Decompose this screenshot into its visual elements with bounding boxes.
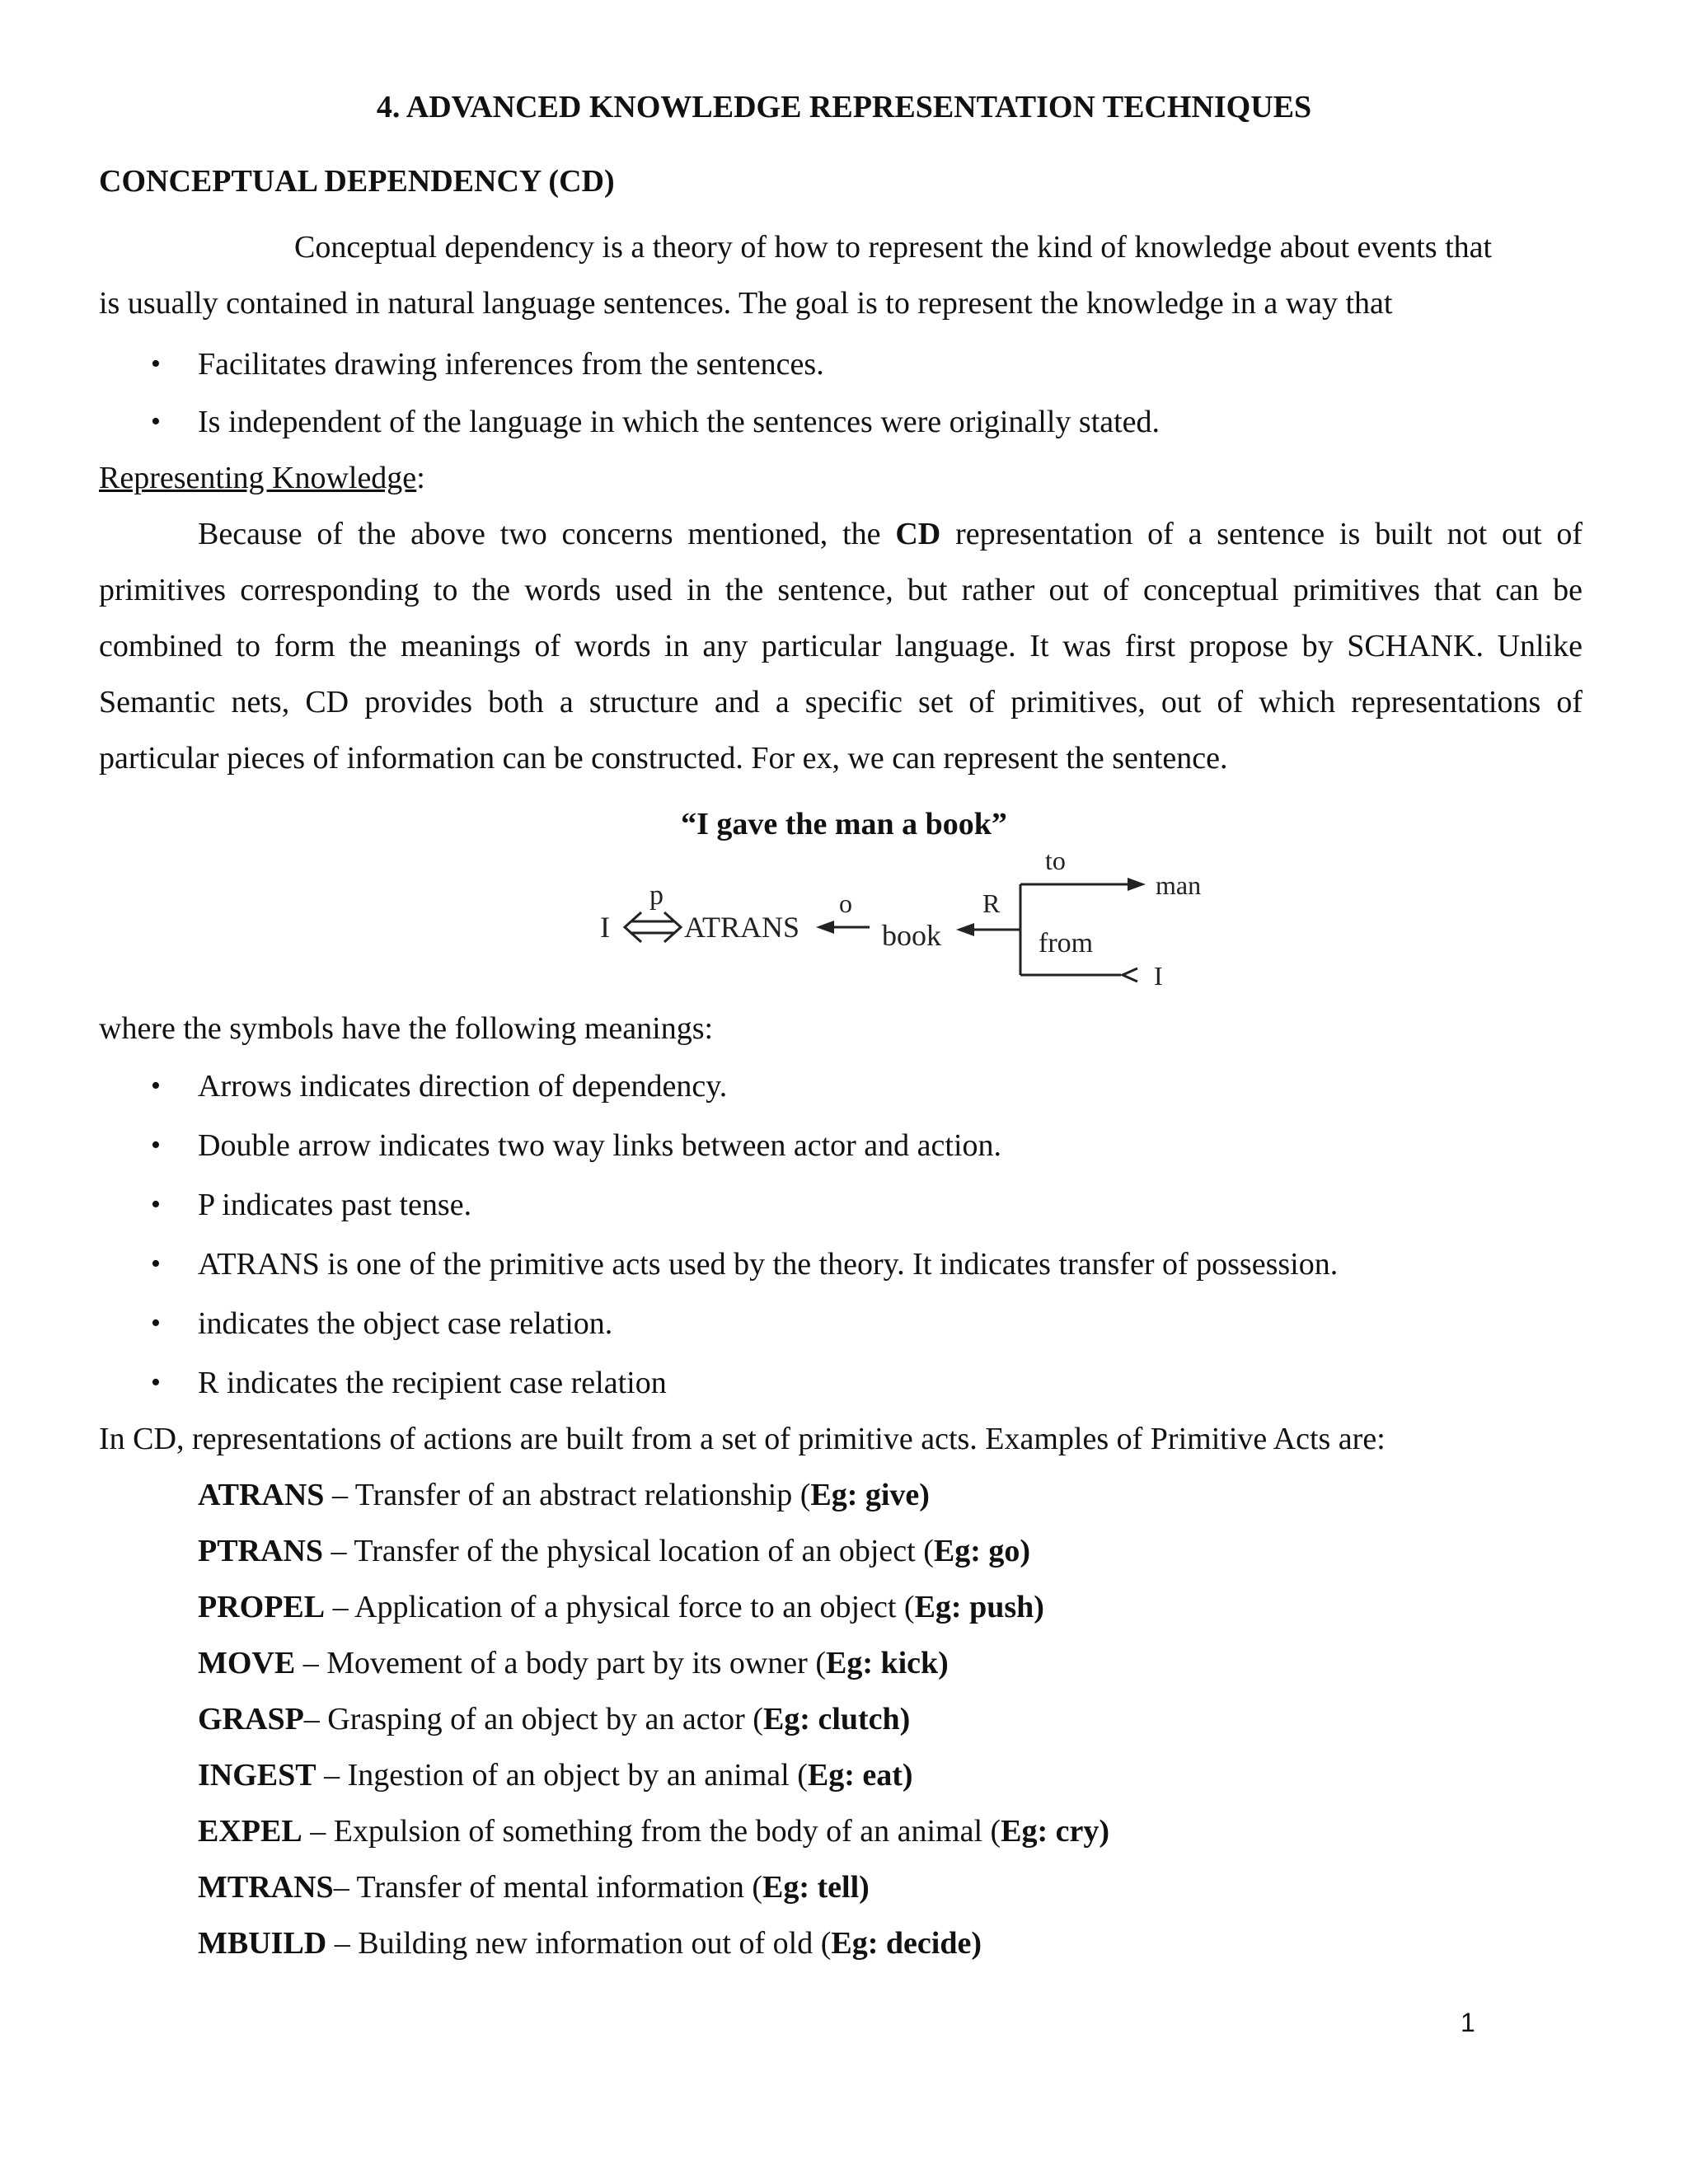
para-line-2: primitives corresponding to the words used in the sentence, but rather out of conceptual primitives that can be [99,573,1582,607]
para-line-1 [198,514,1582,555]
act-example: Eg: kick) [825,1646,949,1680]
meaning-item: P indicates past tense. [198,1188,472,1222]
act-example: Eg: tell) [762,1870,870,1905]
act-sep: – [324,1478,355,1512]
section-heading: CONCEPTUAL DEPENDENCY (CD) [99,164,615,199]
act-desc: Transfer of an abstract relationship ( [354,1478,811,1512]
diagram-object-rel: o [839,888,852,918]
primitive-act [198,1868,870,1908]
page-number: 1 [1461,2008,1475,2037]
act-name: INGEST [198,1758,316,1793]
act-example: Eg: clutch) [762,1702,911,1736]
recipient-arrow-icon [956,923,1020,936]
primitive-act [198,1811,1109,1852]
goal-item: Is independent of the language in which the sentences were originally stated. [198,405,1160,439]
act-desc: Grasping of an object by an actor ( [327,1702,763,1736]
bullet-dot: • [151,349,161,379]
meaning-item: R indicates the recipient case relation [198,1366,667,1400]
act-example: Eg: cry) [1001,1814,1110,1849]
act-sep: – [295,1646,327,1680]
subsection-label-text: Representing Knowledge [99,461,417,495]
act-name: EXPEL [198,1814,302,1849]
double-arrow-icon [625,912,681,942]
act-example: Eg: go) [933,1534,1031,1568]
bullet-dot: • [151,406,161,437]
primitive-act [198,1587,1044,1628]
primitive-act [198,1699,910,1740]
para-line-4: Semantic nets, CD provides both a structure and a specific set of primitives, out of which representations of [99,685,1582,719]
act-name: PROPEL [198,1590,326,1624]
act-sep: – [333,1870,357,1905]
act-name: PTRANS [198,1534,324,1568]
meaning-item: indicates the object case relation. [198,1306,613,1341]
diagram-object: book [882,919,941,952]
act-sep: – [326,1926,359,1961]
act-name: MBUILD [198,1926,327,1961]
act-name: GRASP [198,1702,304,1736]
bullet-dot: • [151,1367,161,1398]
act-sep: – [325,1590,355,1624]
primitive-act [198,1643,949,1684]
page-title: 4. ADVANCED KNOWLEDGE REPRESENTATION TECHNIQUES [376,90,1312,124]
subsection-colon: : [416,461,425,495]
primitive-act [198,1755,913,1796]
subsection-label [99,458,425,499]
act-name: MOVE [198,1646,296,1680]
act-example: Eg: push) [914,1590,1044,1624]
bullet-dot: • [151,1189,161,1220]
diagram-recipient-rel: R [982,888,1001,918]
act-desc: Building new information out of old ( [358,1926,832,1961]
meanings-intro: where the symbols have the following meanings: [99,1011,714,1046]
para-line-3: combined to form the meanings of words in any particular language. It was first propose by SCHANK. Unlike [99,629,1582,663]
example-sentence: “I gave the man a book” [681,807,1007,841]
diagram-to-label: to [1045,846,1066,875]
act-example: Eg: decide) [831,1926,982,1961]
meaning-item: Arrows indicates direction of dependency. [198,1069,728,1104]
goal-item: Facilitates drawing inferences from the sentences. [198,347,824,382]
diagram-tense: p [649,880,663,911]
intro-line-2: is usually contained in natural language sentences. The goal is to represent the knowledge in a way that [99,286,1393,321]
act-sep: – [302,1814,334,1849]
primitive-act [198,1924,982,1964]
act-desc: Ingestion of an object by an animal ( [347,1758,808,1793]
object-arrow-icon [816,921,870,934]
act-example: Eg: give) [810,1478,930,1512]
act-sep: – [323,1534,354,1568]
diagram-act: ATRANS [684,911,800,944]
bullet-dot: • [151,1249,161,1279]
diagram-to-target: man [1156,870,1202,900]
act-name: ATRANS [198,1478,325,1512]
act-desc: Application of a physical force to an object ( [354,1590,915,1624]
act-desc: Transfer of mental information ( [356,1870,762,1905]
primitive-act [198,1531,1030,1572]
cd-term: CD [895,517,941,551]
para-line-5: particular pieces of information can be constructed. For ex, we can represent the sentence. [99,741,1228,776]
primitive-act [198,1475,930,1516]
act-desc: Expulsion of something from the body of an animal ( [333,1814,1001,1849]
para-text: Because of the above two concerns mentioned, the [198,517,881,551]
cd-diagram [577,845,1220,989]
acts-intro: In CD, representations of actions are built from a set of primitive acts. Examples of Primitive Acts are: [99,1422,1386,1456]
act-desc: Transfer of the physical location of an object ( [354,1534,934,1568]
diagram-from-target: I [1154,961,1163,989]
bullet-dot: • [151,1130,161,1160]
act-example: Eg: eat) [807,1758,913,1793]
intro-line-1: Conceptual dependency is a theory of how to represent the kind of knowledge about events that [294,230,1493,265]
diagram-actor: I [600,911,610,944]
para-text: representation of a sentence is built not out of [955,517,1583,551]
act-desc: Movement of a body part by its owner ( [326,1646,826,1680]
meaning-item: Double arrow indicates two way links between actor and action. [198,1128,1002,1163]
meaning-item: ATRANS is one of the primitive acts used by the theory. It indicates transfer of possession. [198,1247,1339,1282]
bullet-dot: • [151,1308,161,1338]
diagram-from-label: from [1039,928,1094,958]
to-arrow-icon [1128,878,1146,891]
act-sep: – [303,1702,328,1736]
bullet-dot: • [151,1071,161,1101]
act-sep: – [316,1758,348,1793]
act-name: MTRANS [198,1870,334,1905]
